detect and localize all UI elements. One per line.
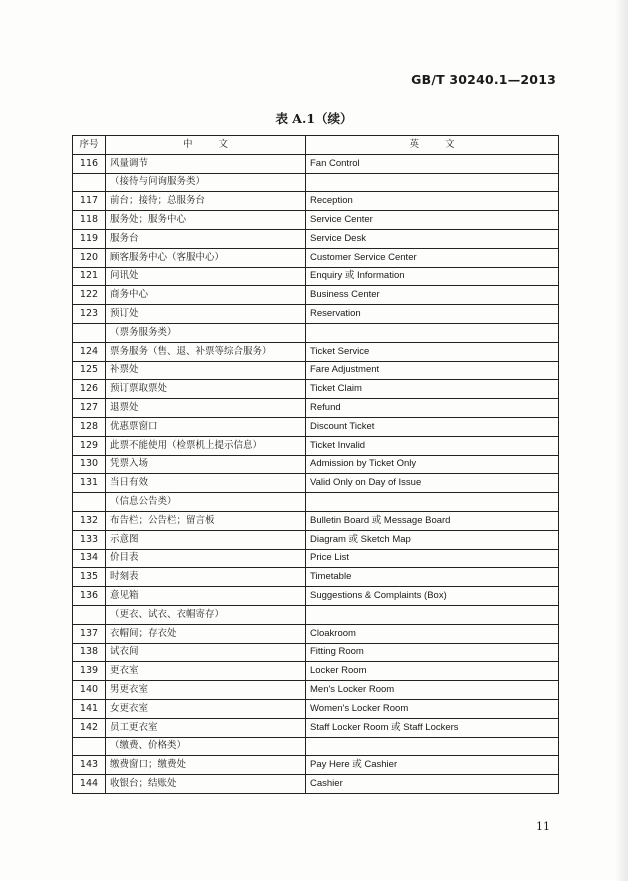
category-number-cell [73, 605, 106, 624]
english-term: Service Desk [306, 229, 559, 248]
table-row [73, 417, 559, 436]
chinese-term: 员工更衣室 [106, 718, 306, 737]
category-english-cell [306, 737, 559, 756]
category-label: （信息公告类） [106, 493, 306, 512]
table-row [73, 399, 559, 418]
english-term: Bulletin Board 或 Message Board [306, 511, 559, 530]
row-number: 135 [73, 568, 106, 587]
table-row [73, 511, 559, 530]
english-term: Ticket Service [306, 342, 559, 361]
chinese-term: 缴费窗口；缴费处 [106, 756, 306, 775]
row-number: 133 [73, 530, 106, 549]
row-number: 120 [73, 248, 106, 267]
table-row [73, 248, 559, 267]
category-number-cell [73, 737, 106, 756]
english-term: Admission by Ticket Only [306, 455, 559, 474]
table-row [73, 436, 559, 455]
chinese-term: 时刻表 [106, 568, 306, 587]
table-row [73, 681, 559, 700]
chinese-term: 预订处 [106, 305, 306, 324]
category-row [73, 737, 559, 756]
english-term: Service Center [306, 211, 559, 230]
chinese-term: 凭票入场 [106, 455, 306, 474]
english-term: Men's Locker Room [306, 681, 559, 700]
row-number: 138 [73, 643, 106, 662]
table-row [73, 229, 559, 248]
row-number: 118 [73, 211, 106, 230]
table-row [73, 305, 559, 324]
english-term: Reservation [306, 305, 559, 324]
english-term: Suggestions & Complaints (Box) [306, 587, 559, 606]
table-title: 表 A.1（续） [275, 111, 353, 126]
chinese-term: 退票处 [106, 399, 306, 418]
english-term: Customer Service Center [306, 248, 559, 267]
table-row [73, 699, 559, 718]
english-term: Discount Ticket [306, 417, 559, 436]
english-term: Ticket Claim [306, 380, 559, 399]
row-number: 129 [73, 436, 106, 455]
english-term: Locker Room [306, 662, 559, 681]
page-edge [614, 0, 628, 881]
column-header-english: 英文 [306, 136, 559, 155]
row-number: 126 [73, 380, 106, 399]
category-english-cell [306, 323, 559, 342]
category-english-cell [306, 173, 559, 192]
row-number: 144 [73, 775, 106, 794]
row-number: 143 [73, 756, 106, 775]
table-row [73, 455, 559, 474]
table-row [73, 568, 559, 587]
category-row [73, 493, 559, 512]
row-number: 140 [73, 681, 106, 700]
chinese-term: 前台；接待；总服务台 [106, 192, 306, 211]
english-term: Cloakroom [306, 624, 559, 643]
table-row [73, 587, 559, 606]
english-term: Reception [306, 192, 559, 211]
english-term: Pay Here 或 Cashier [306, 756, 559, 775]
table-row [73, 342, 559, 361]
table-row [73, 549, 559, 568]
column-header-number: 序号 [73, 136, 106, 155]
chinese-term: 风量调节 [106, 154, 306, 173]
table-header-row [73, 136, 559, 155]
row-number: 119 [73, 229, 106, 248]
chinese-term: 布告栏；公告栏；留言板 [106, 511, 306, 530]
english-term: Cashier [306, 775, 559, 794]
category-row [73, 173, 559, 192]
chinese-term: 收银台；结账处 [106, 775, 306, 794]
row-number: 117 [73, 192, 106, 211]
category-label: （票务服务类） [106, 323, 306, 342]
table-row [73, 211, 559, 230]
row-number: 123 [73, 305, 106, 324]
english-term: Refund [306, 399, 559, 418]
row-number: 139 [73, 662, 106, 681]
chinese-term: 衣帽间；存衣处 [106, 624, 306, 643]
category-number-cell [73, 493, 106, 512]
category-english-cell [306, 605, 559, 624]
table-row [73, 286, 559, 305]
english-term: Valid Only on Day of Issue [306, 474, 559, 493]
chinese-term: 当日有效 [106, 474, 306, 493]
table-row [73, 474, 559, 493]
row-number: 125 [73, 361, 106, 380]
english-term: Business Center [306, 286, 559, 305]
table-row [73, 530, 559, 549]
chinese-term: 服务处；服务中心 [106, 211, 306, 230]
row-number: 121 [73, 267, 106, 286]
english-term: Women's Locker Room [306, 699, 559, 718]
chinese-term: 此票不能使用（检票机上提示信息） [106, 436, 306, 455]
table-row [73, 662, 559, 681]
row-number: 128 [73, 417, 106, 436]
category-english-cell [306, 493, 559, 512]
chinese-term: 顾客服务中心（客服中心） [106, 248, 306, 267]
chinese-term: 更衣室 [106, 662, 306, 681]
chinese-term: 问讯处 [106, 267, 306, 286]
chinese-term: 票务服务（售、退、补票等综合服务） [106, 342, 306, 361]
row-number: 132 [73, 511, 106, 530]
standard-code: GB/T 30240.1—2013 [411, 72, 556, 87]
table-row [73, 756, 559, 775]
chinese-term: 价目表 [106, 549, 306, 568]
page-number: 11 [536, 820, 550, 833]
row-number: 134 [73, 549, 106, 568]
english-term: Staff Locker Room 或 Staff Lockers [306, 718, 559, 737]
table-body [73, 154, 559, 793]
table-row [73, 643, 559, 662]
table-row [73, 624, 559, 643]
english-term: Ticket Invalid [306, 436, 559, 455]
chinese-term: 预订票取票处 [106, 380, 306, 399]
chinese-term: 示意图 [106, 530, 306, 549]
row-number: 137 [73, 624, 106, 643]
category-label: （缴费、价格类） [106, 737, 306, 756]
english-term: Timetable [306, 568, 559, 587]
category-number-cell [73, 323, 106, 342]
table-row [73, 775, 559, 794]
chinese-term: 意见箱 [106, 587, 306, 606]
row-number: 122 [73, 286, 106, 305]
english-term: Diagram 或 Sketch Map [306, 530, 559, 549]
chinese-term: 女更衣室 [106, 699, 306, 718]
row-number: 142 [73, 718, 106, 737]
category-label: （更衣、试衣、衣帽寄存） [106, 605, 306, 624]
row-number: 130 [73, 455, 106, 474]
english-term: Price List [306, 549, 559, 568]
row-number: 136 [73, 587, 106, 606]
table-row [73, 154, 559, 173]
chinese-term: 服务台 [106, 229, 306, 248]
row-number: 116 [73, 154, 106, 173]
terms-table [72, 135, 559, 794]
chinese-term: 补票处 [106, 361, 306, 380]
chinese-term: 优惠票窗口 [106, 417, 306, 436]
english-term: Fan Control [306, 154, 559, 173]
row-number: 124 [73, 342, 106, 361]
chinese-term: 商务中心 [106, 286, 306, 305]
english-term: Enquiry 或 Information [306, 267, 559, 286]
table-row [73, 380, 559, 399]
english-term: Fitting Room [306, 643, 559, 662]
chinese-term: 试衣间 [106, 643, 306, 662]
category-row [73, 605, 559, 624]
table-row [73, 192, 559, 211]
table-row [73, 718, 559, 737]
row-number: 127 [73, 399, 106, 418]
table-row [73, 267, 559, 286]
row-number: 131 [73, 474, 106, 493]
chinese-term: 男更衣室 [106, 681, 306, 700]
column-header-chinese: 中文 [106, 136, 306, 155]
english-term: Fare Adjustment [306, 361, 559, 380]
category-row [73, 323, 559, 342]
row-number: 141 [73, 699, 106, 718]
category-label: （接待与问询服务类） [106, 173, 306, 192]
category-number-cell [73, 173, 106, 192]
table-row [73, 361, 559, 380]
